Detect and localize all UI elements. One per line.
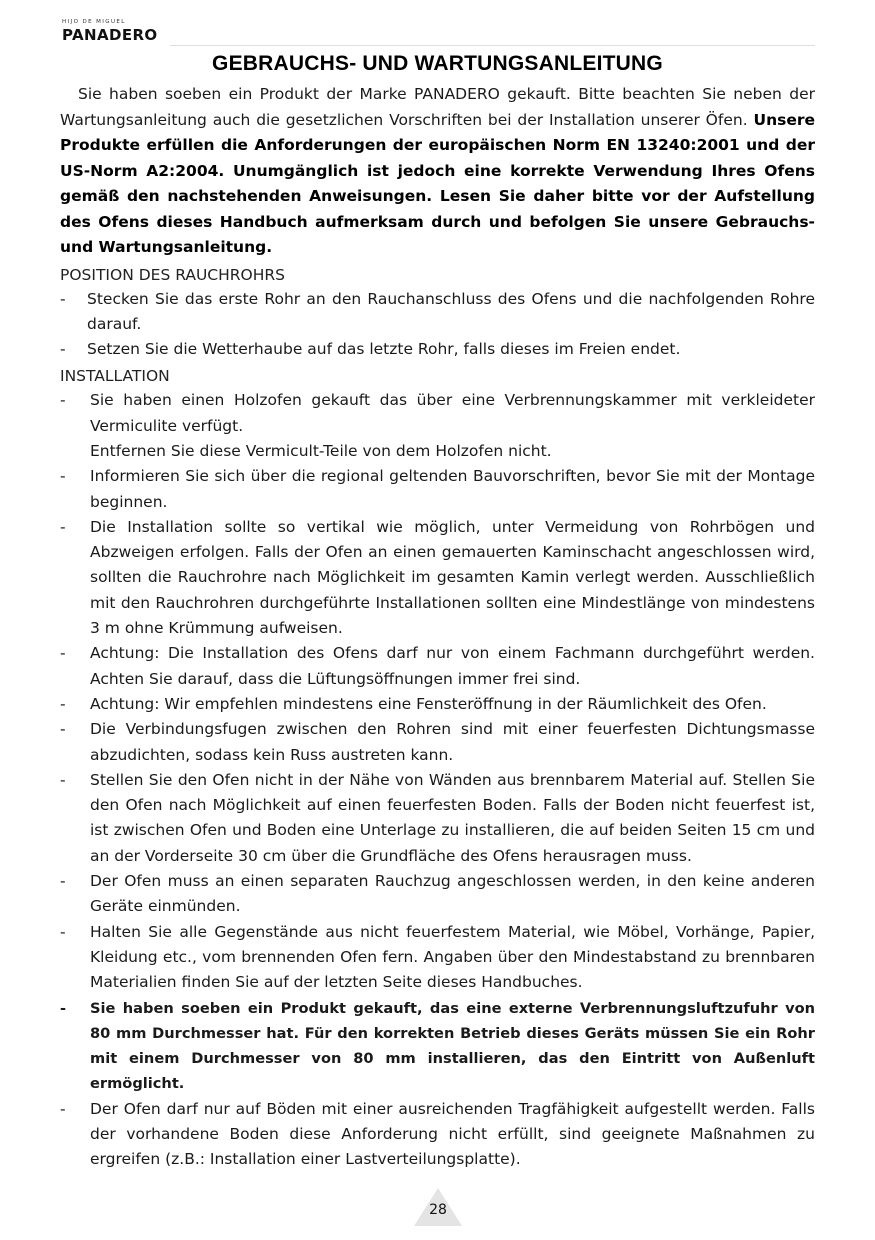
intro-text: Sie haben soeben ein Produkt der Marke PANADERO gekauft. Bitte beachten Sie neben der Wartungsanleitung auch die gesetzlichen Vorschriften bei der Installation unserer Öfen. [60, 85, 815, 129]
page-number-badge [412, 1186, 464, 1228]
list-item: - Stecken Sie das erste Rohr an den Rauchanschluss des Ofens und die nachfolgenden Rohre darauf. [60, 289, 815, 333]
list-item: - Die Installation sollte so vertikal wie möglich, unter Vermeidung von Rohrbögen und Abzweigen erfolgen. Falls der Ofen an einen gemauerten Kaminschacht angeschlossen wird, sollten die Rauchrohre nach Möglichkeit im gesamten Kamin verlegt werden. Ausschließlich mit den Rauchrohren durchgeführte Installationen sollten eine Mindestlänge von mindestens 3 m ohne Krümmung aufweisen. [60, 517, 815, 638]
list-item: - Achtung: Wir empfehlen mindestens eine Fensteröffnung in der Räumlichkeit des Ofen. [60, 694, 767, 713]
list-item: - Stellen Sie den Ofen nicht in der Nähe von Wänden aus brennbarem Material auf. Stellen Sie den Ofen nach Möglichkeit auf einen feuerfesten Boden. Falls der Boden nicht feuerfest ist, ist zwischen Ofen und Boden eine Unterlage zu installieren, die auf beiden Seiten 15 cm und an der Vorderseite 30 cm über die Grundfläche des Ofens herausragen muss. [60, 770, 815, 865]
section-heading-rauchrohr: POSITION DES RAUCHROHRS [60, 265, 286, 284]
list-item: - Informieren Sie sich über die regional geltenden Bauvorschriften, bevor Sie mit der Montage beginnen. [60, 467, 815, 511]
vermiculite-note: Entfernen Sie diese Vermicult-Teile von dem Holzofen nicht. [90, 441, 552, 460]
brand-logo [62, 18, 172, 44]
list-item: - Achtung: Die Installation des Ofens darf nur von einem Fachmann durchgeführt werden. Achten Sie darauf, dass die Lüftungsöffnungen immer frei sind. [60, 644, 815, 688]
external-air-supply-item: - Sie haben soeben ein Produkt gekauft, das eine externe Verbrennungsluftzufuhr von 80 mm Durchmesser hat. Für den korrekten Betrieb dieses Geräts müssen Sie ein Rohr mit einem Durchmesser von 80 mm installieren, das den Eintritt von Außenluft ermöglicht. [60, 999, 815, 1093]
list-item: - Der Ofen muss an einen separaten Rauchzug angeschlossen werden, in den keine anderen Geräte einmünden. [60, 872, 815, 916]
brand-logo-subtitle: HIJO DE MIGUEL [62, 19, 126, 25]
rauchrohr-list [60, 287, 815, 363]
installation-list [60, 388, 815, 1172]
header-divider [170, 45, 815, 46]
list-item: - Der Ofen darf nur auf Böden mit einer ausreichenden Tragfähigkeit aufgestellt werden. Falls der vorhandene Boden diese Anforderung nicht erfüllt, sind geeignete Maßnahmen zu ergreifen (z.B.: Installation einer Lastverteilungsplatte). [60, 1099, 815, 1169]
list-item: - Setzen Sie die Wetterhaube auf das letzte Rohr, falls dieses im Freien endet. [60, 340, 681, 359]
section-heading-installation: INSTALLATION [60, 367, 170, 386]
list-item: - Halten Sie alle Gegenstände aus nicht feuerfestem Material, wie Möbel, Vorhänge, Papier, Kleidung etc., vom brennenden Ofen fern. Angaben über den Mindestabstand zu brennbaren Materialien finden Sie auf der letzten Seite dieses Handbuches. [60, 922, 815, 992]
page-title: GEBRAUCHS- UND WARTUNGSANLEITUNG [212, 52, 663, 75]
list-item: - Die Verbindungsfugen zwischen den Rohren sind mit einer feuerfesten Dichtungsmasse abzudichten, sodass kein Russ austreten kann. [60, 720, 815, 764]
intro-paragraph [60, 82, 815, 261]
list-item: - Sie haben einen Holzofen gekauft das über eine Verbrennungskammer mit verkleideter Vermiculite verfügt. Entfernen Sie diese Vermicult-Teile von dem Holzofen nicht. [60, 388, 815, 464]
intro-compliance-text: Unsere Produkte erfüllen die Anforderungen der europäischen Norm EN 13240:2001 und der US-Norm A2:2004. Unumgänglich ist jedoch eine korrekte Verwendung Ihres Ofens gemäß den nachstehenden Anweisungen. Lesen Sie daher bitte vor der Aufstellung des Ofens dieses Handbuch aufmerksam durch und befolgen Sie unsere Gebrauchs- und Wartungsanleitung. [60, 110, 815, 256]
brand-logo-name: PANADERO [62, 26, 158, 44]
document-body [60, 52, 815, 1173]
page-number: 28 [429, 1202, 447, 1218]
